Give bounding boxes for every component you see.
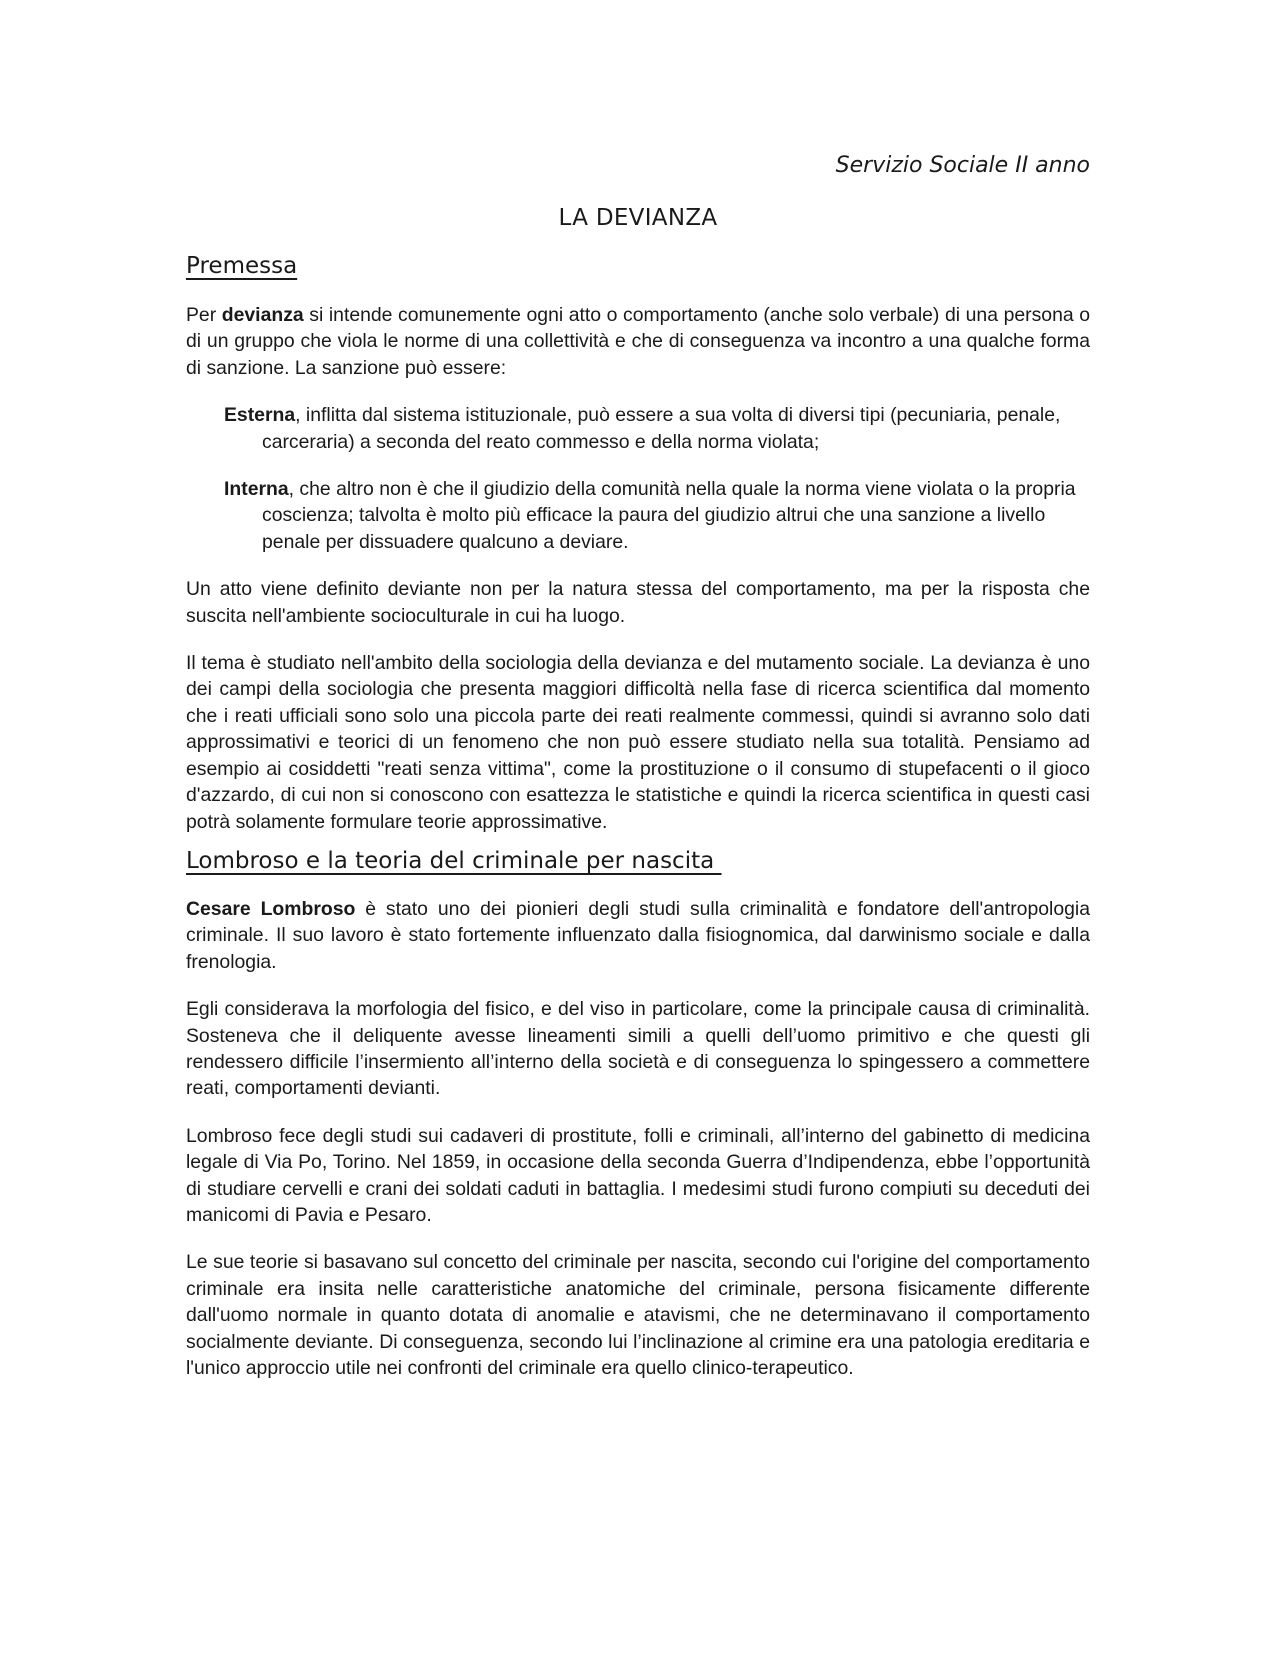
intro-lead: Per — [186, 304, 222, 326]
list-item-interna — [224, 476, 1090, 555]
intro-term: devianza — [221, 304, 304, 326]
list-text: , inflitta dal sistema istituzionale, può essere a sua volta di diversi tipi (pecuniaria, penale, carceraria) a seconda del reato commesso e della norma violata; — [262, 404, 1061, 453]
paragraph-atto-deviante: Un atto viene definito deviante non per la natura stessa del comportamento, ma per la risposta che suscita nell'ambiente socioculturale in cui ha luogo. — [186, 578, 1090, 627]
course-label: Servizio Sociale II anno — [835, 153, 1090, 178]
list-term: Esterna — [224, 404, 296, 427]
paragraph-sociologia: Il tema è studiato nell'ambito della sociologia della devianza e del mutamento sociale. La devianza è uno dei campi della sociologia che presenta maggiori difficoltà nella fase di ricerca scientifica dal momento che i reati ufficiali sono solo una piccola parte dei reati realmente commessi, quindi si avranno solo dati approssimativi e teorici di un fenomeno che non può essere studiato nella sua totalità. Pensiamo ad esempio ai cosiddetti "reati senza vittima", come la prostituzione o il consumo di stupefacenti o il gioco d'azzardo, di cui non si conoscono con esattezza le statistiche e quindi la ricerca scientifica in questi casi potrà solamente formulare teorie approssimative. — [186, 652, 1090, 833]
intro-rest: si intende comunemente ogni atto o comportamento (anche solo verbale) di una persona o di un gruppo che viola le norme di una collettività e che di conseguenza va incontro a una qualche forma di sanzione. La sanzione può essere: — [186, 304, 1091, 379]
paragraph-cesare-lombroso — [186, 896, 1090, 975]
list-term: Interna — [224, 478, 289, 501]
paragraph-studi-cadaveri: Lombroso fece degli studi sui cadaveri di prostitute, folli e criminali, all’interno del gabinetto di medicina legale di Via Po, Torino. Nel 1859, in occasione della seconda Guerra d’Indipendenza, ebbe l’opportunità di studiare cervelli e crani dei soldati caduti in battaglia. I medesimi studi furono compiuti su deceduti dei manicomi di Pavia e Pesaro. — [186, 1124, 1090, 1226]
paragraph-teorie: Le sue teorie si basavano sul concetto del criminale per nascita, secondo cui l'origine del comportamento criminale era insita nelle caratteristiche anatomiche del criminale, persona fisicamente differente dall'uomo normale in quanto dotata di anomalie e atavismi, che ne determinavano il comportamento socialmente deviante. Di conseguenza, secondo lui l’inclinazione al crimine era una patologia ereditaria e l'unico approccio utile nei confronti del criminale era quello clinico-terapeutico. — [186, 1251, 1090, 1379]
paragraph-rest: è stato uno dei pionieri degli studi sulla criminalità e fondatore dell'antropologia criminale. Il suo lavoro è stato fortemente influenzato dalla fisiognomica, dal darwinismo sociale e dalla frenologia. — [186, 897, 1090, 973]
list-item-esterna — [224, 402, 1090, 455]
document-title: LA DEVIANZA — [558, 205, 718, 231]
intro-paragraph — [186, 302, 1090, 381]
document-page — [186, 140, 1090, 1381]
paragraph-morfologia: Egli considerava la morfologia del fisico, e del viso in particolare, come la principale causa di criminalità. Sosteneva che il deliquente avesse lineamenti simili a quelli dell’uomo primitivo e che questi gli rendessero difficile l’insermiento all’interno della società e di conseguenza lo spingessero a commettere reati, comportamenti devianti. — [186, 998, 1090, 1100]
list-text: , che altro non è che il giudizio della comunità nella quale la norma viene violata o la propria coscienza; talvolta è molto più efficace la paura del giudizio altrui che una sanzione a livello penale per dissuadere qualcuno a deviare. — [262, 478, 1076, 553]
section-heading-lombroso: Lombroso e la teoria del criminale per nascita — [186, 847, 722, 874]
name-term: Cesare Lombroso — [186, 897, 356, 920]
section-heading-premessa: Premessa — [186, 253, 298, 279]
